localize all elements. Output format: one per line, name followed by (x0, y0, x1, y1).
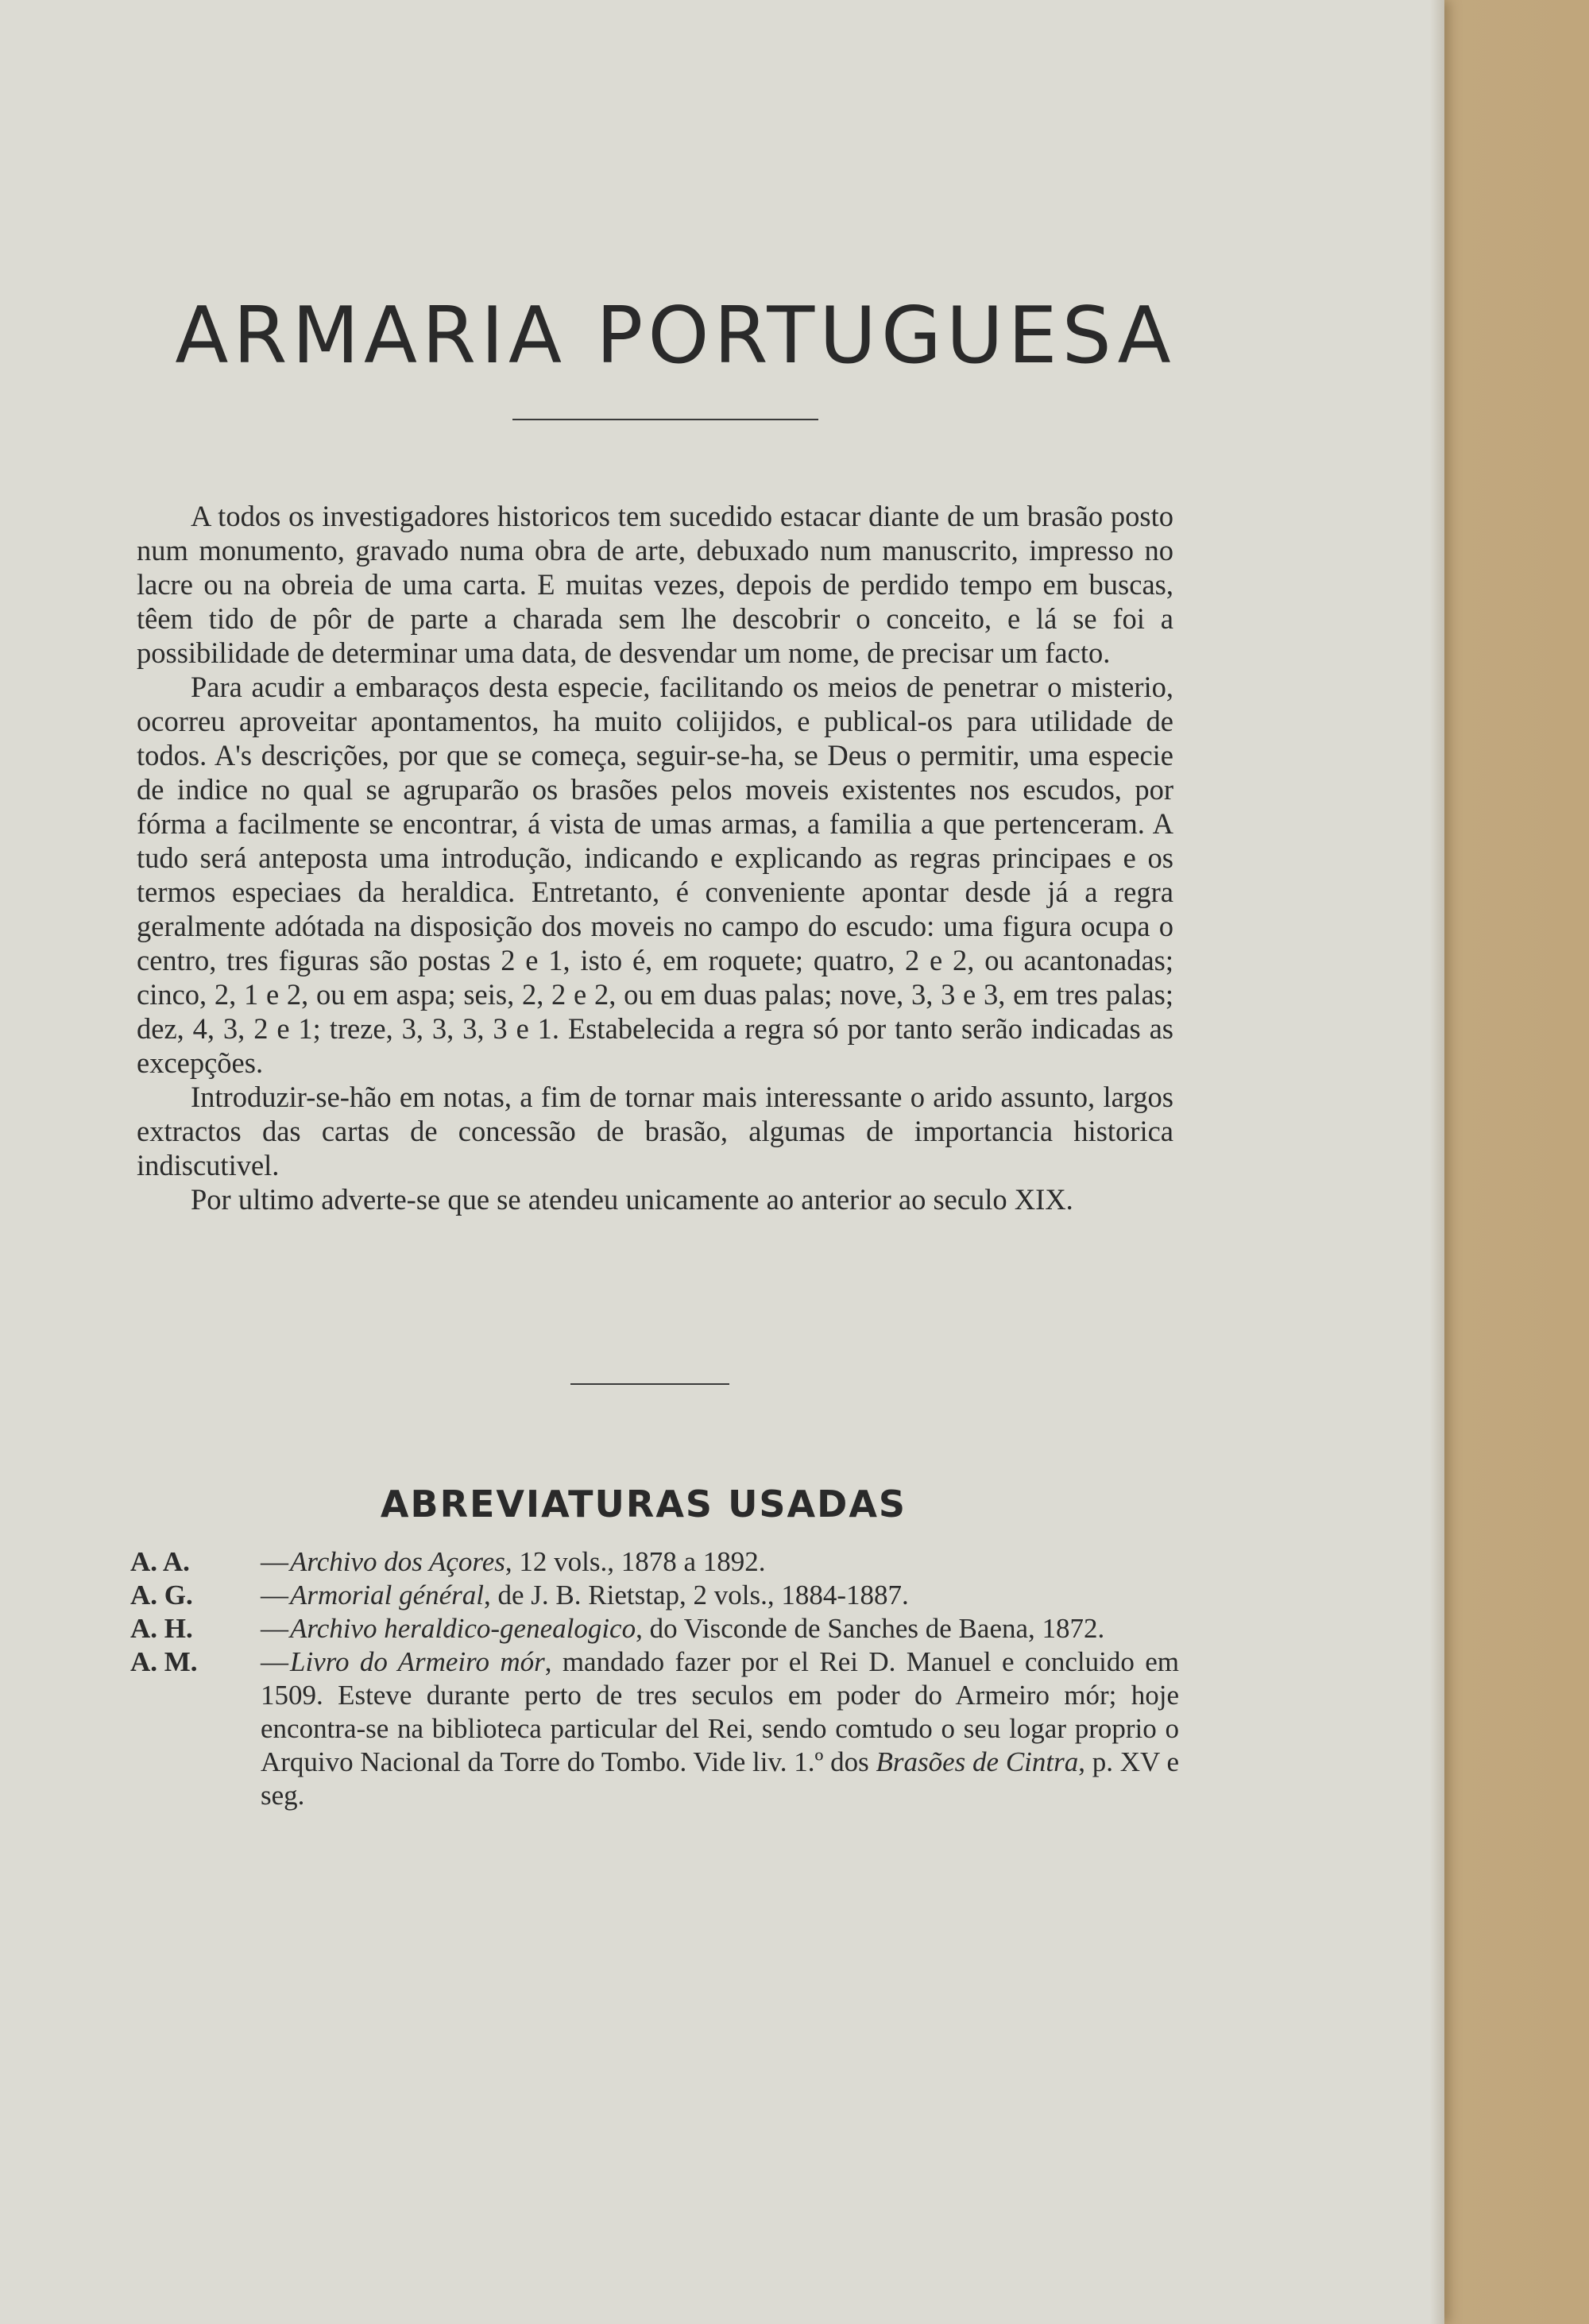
work-details: , de J. B. Rietstap, 2 vols., 1884-1887. (484, 1580, 909, 1611)
work-details: , 12 vols., 1878 a 1892. (505, 1546, 766, 1577)
work-details: , do Visconde de Sanches de Baena, 1872. (636, 1613, 1105, 1644)
abbreviation-entry (130, 1579, 1179, 1612)
entry-dash: — (261, 1646, 288, 1677)
abbreviation-key: A. G. (130, 1580, 193, 1611)
abbreviation-description (261, 1612, 1179, 1645)
work-title: Armorial général (290, 1580, 485, 1611)
abbreviation-key: A. A. (130, 1546, 190, 1577)
abbreviation-entry (130, 1612, 1179, 1645)
intro-paragraph: Introduzir-se-hão em notas, a fim de tornar mais interessante o arido assunto, largos extractos das cartas de concessão de brasão, algumas de importancia historica indiscutivel. (137, 1081, 1173, 1181)
intro-paragraph: A todos os investigadores historicos tem sucedido estacar diante de um brasão posto num monumento, gravado numa obra de arte, debuxado num manuscrito, impresso no lacre ou na obreia de uma carta. E muitas vezes, depois de perdido tempo em buscas, têem tido de pôr de parte a charada sem lhe descobrir o conceito, e lá se foi a possibilidade de determinar uma data, de desvendar um nome, de precisar um facto. (137, 500, 1173, 669)
intro-paragraph: Por ultimo adverte-se que se atendeu unicamente ao anterior ao seculo XIX. (191, 1183, 1073, 1216)
page-title: ARMARIA PORTUGUESA (175, 290, 1176, 381)
intro-text (137, 499, 1173, 1216)
abbreviation-description (261, 1579, 1179, 1612)
title-rule (512, 419, 818, 420)
work-title: Archivo dos Açores (290, 1546, 505, 1577)
work-details: , p. XV e seg. (261, 1746, 1179, 1811)
work-title: Livro do Armeiro mór (290, 1646, 545, 1677)
work-title: Archivo heraldico-genealogico (290, 1613, 636, 1644)
intro-paragraph: Para acudir a embaraços desta especie, facilitando os meios de penetrar o misterio, ocorreu aproveitar apontamentos, ha muito colijidos, e publical-os para utilidade de todos. A's descrições, por que se começa, seguir-se-ha, se Deus o permitir, uma especie de indice no qual se agruparão os brasões pelos moveis existentes nos escudos, por fórma a facilmente se encontrar, á vista de umas armas, a familia a que pertenceram. A tudo será anteposta uma introdução, indicando e explicando as regras principaes e os termos especiaes da heraldica. Entretanto, é conveniente apontar desde já a regra geralmente adótada na disposição dos moveis no campo do escudo: uma figura ocupa o centro, tres figuras são postas 2 e 1, isto é, em roquete; quatro, 2 e 2, ou acantonadas; cinco, 2, 1 e 2, ou em aspa; seis, 2, 2 e 2, ou em duas palas; nove, 3, 3 e 3, em tres palas; dez, 4, 3, 2 e 1; treze, 3, 3, 3, 3 e 1. Estabelecida a regra só por tanto serão indicadas as excepções. (137, 671, 1173, 1079)
abbreviation-description (261, 1645, 1179, 1812)
abbreviation-entry (130, 1645, 1179, 1812)
abbreviations-list (130, 1545, 1179, 1812)
sheet-edge-shadow (1430, 0, 1444, 2324)
work-title: Brasões de Cintra (876, 1746, 1079, 1777)
abbreviation-key: A. H. (130, 1613, 193, 1644)
abbreviations-heading: ABREVIATURAS USADAS (380, 1483, 907, 1526)
abbreviation-entry (130, 1545, 1179, 1579)
entry-dash: — (261, 1580, 288, 1611)
entry-dash: — (261, 1613, 288, 1644)
work-details: , mandado fazer por el Rei D. Manuel e concluido em 1509. Esteve durante perto de tres seculos em poder do Armeiro mór; hoje encontra-se na biblioteca particular del Rei, sendo comtudo o seu logar proprio o Arquivo Nacional da Torre do Tombo. Vide liv. 1.º dos (261, 1646, 1179, 1777)
section-rule (570, 1383, 729, 1385)
abbreviation-description (261, 1545, 1179, 1579)
abbreviation-key: A. M. (130, 1646, 198, 1677)
entry-dash: — (261, 1546, 288, 1577)
